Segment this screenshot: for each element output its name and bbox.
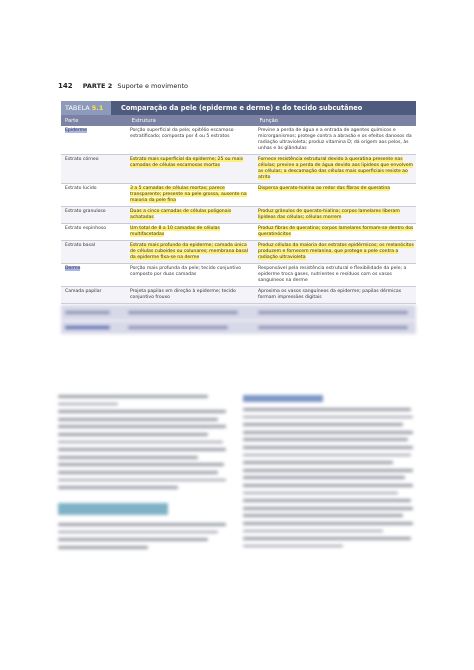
table-row [61,155,416,184]
row-function: Previne a perda de água e a entrada de agentes químicos e microrganismos; protege contra a abrasão e os efeitos danosos da radiação ultravioleta; produz vitamina D; dá origem aos pelos, às unhas e às glândulas [258,128,412,151]
table-row [61,264,416,287]
table-title-bar [61,101,416,115]
row-function-cell [254,184,416,206]
blurred-left-column [58,395,228,553]
section-label: Suporte e movimento [117,82,188,90]
row-function-cell [254,155,416,183]
section-heading [243,395,323,402]
row-function-cell [254,207,416,223]
row-structure: 3 a 5 camadas de células mortas; parece transparente; presente na pele grossa, ausente na maioria da pele fina [130,186,247,203]
column-header-part: Parte [65,117,79,124]
row-function: Produz fibras de queratina; corpos lamelares formam-se dentro dos queratinócitos [258,226,414,237]
table-number: 5.1 [91,104,104,112]
row-structure-cell [126,155,254,183]
table-tag [61,101,111,115]
row-part-cell [61,155,126,183]
part-label: PARTE 2 [82,82,113,90]
row-function: Fornece resistência estrutural devido à queratina presente nas células; previne a perda de água devido aos lipídeos que envolvem as células; a descamação das células mais superficiais resiste ao atrito [258,157,414,180]
row-structure-cell [126,126,254,154]
blurred-rows [61,305,416,334]
row-function-cell [254,224,416,240]
row-part: Estrato basal [65,243,96,248]
row-structure: Projeta papilas em direção à epiderme; tecido conjuntivo frouxo [130,289,236,300]
comparison-table [61,101,416,334]
blurred-right-column [243,395,415,552]
row-part: Derme [65,266,81,271]
row-structure: Duas a cinco camadas de células poligonais achatadas [130,209,232,220]
row-function: Produz células da maioria dos estratos epidérmicos; os melanócitos produzem e fornecem melanina, que protege a pele contra a radiação ultravioleta [258,243,414,260]
row-part-cell [61,207,126,223]
table-row [61,184,416,207]
row-part: Estrato córneo [65,157,99,162]
row-function: Produz grânulos de querato-hialina; corpos lamelares liberam lipídeos das células; células morrem [258,209,400,220]
table-row [61,126,416,155]
row-part-cell [61,126,126,154]
row-part-cell [61,264,126,286]
row-structure: Um total de 8 a 10 camadas de células multifacetadas [130,226,220,237]
column-header-structure: Estrutura [131,117,156,124]
table-header-row [61,115,416,126]
row-structure: Porção superficial da pele; epitélio escamoso estratificado; composta por 4 ou 5 estratos [130,128,234,139]
row-function-cell [254,241,416,263]
row-structure-cell [126,264,254,286]
row-part-cell [61,241,126,263]
row-part: Estrato granuloso [65,209,106,214]
page-number: 142 [58,82,73,90]
page-header [58,82,188,90]
row-part-cell [61,184,126,206]
table-row [61,207,416,224]
table-row [61,287,416,304]
blurred-row [61,305,416,320]
row-part-cell [61,224,126,240]
row-structure: Estrato mais superficial da epiderme; 25 ou mais camadas de células escamosas mortas [130,157,243,168]
row-structure-cell [126,184,254,206]
table-body [61,126,416,304]
blurred-box-heading [58,503,168,515]
row-structure-cell [126,207,254,223]
table-title: Comparação da pele (epiderme e derme) e do tecido subcutâneo [121,104,363,112]
row-part: Estrato espinhoso [65,226,107,231]
row-function-cell [254,126,416,154]
row-function: Aproxima os vasos sanguíneos da epiderme; papilas dérmicas formam impressões digitais [258,289,402,300]
column-header-function: Função [259,117,278,124]
row-structure-cell [126,287,254,303]
table-row [61,224,416,241]
row-structure: Estrato mais profundo da epiderme; camada única de células cuboides ou colunares; membrana basal da epiderme fixa-se na derme [130,243,248,260]
row-part: Estrato lúcido [65,186,97,191]
row-function-cell [254,264,416,286]
row-function: Dispersa querato-hialina ao redor das fibras de queratina [258,186,391,191]
row-structure-cell [126,224,254,240]
row-part: Camada papilar [65,289,102,294]
row-part: Epiderme [65,128,87,133]
row-part-cell [61,287,126,303]
row-structure-cell [126,241,254,263]
row-structure: Porção mais profunda da pele; tecido conjuntivo composto por duas camadas [130,266,241,277]
row-function: Responsável pela resistência estrutural e flexibilidade da pele; a epiderme troca gases, nutrientes e resíduos com os vasos sanguíneos na derme [258,266,407,283]
table-label: TABELA [65,104,90,112]
table-row [61,241,416,264]
row-function-cell [254,287,416,303]
blurred-row [61,321,416,334]
